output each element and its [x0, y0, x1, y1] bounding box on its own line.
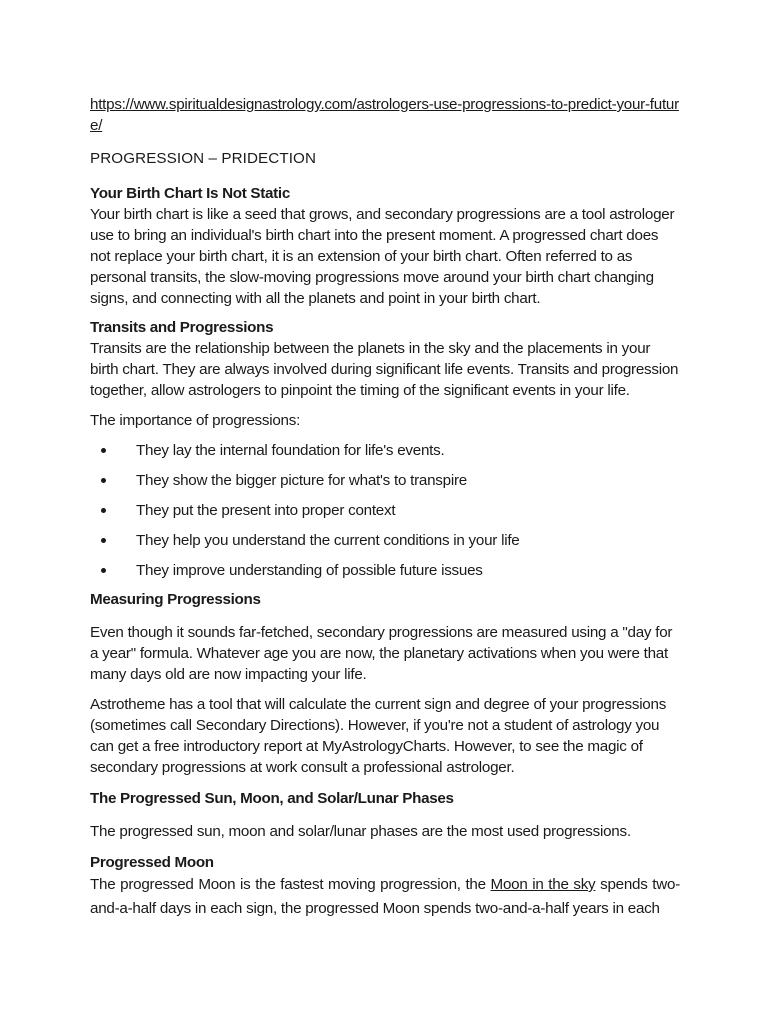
bullet-icon	[101, 448, 106, 453]
section-heading-measuring: Measuring Progressions	[90, 591, 261, 608]
list-item	[90, 530, 680, 560]
section-body-measuring-1: Even though it sounds far-fetched, secondary progressions are measured using a "day for a year" formula. Whatever age you are now, the planetary activations when you were that many days old are now impacting your life.	[90, 624, 673, 683]
progressed-moon-text-before: The progressed Moon is the fastest moving progression, the	[90, 876, 491, 893]
list-item	[90, 560, 680, 590]
list-intro: The importance of progressions:	[90, 412, 301, 429]
list-item-text: They show the bigger picture for what's to transpire	[136, 472, 467, 489]
list-item-text: They help you understand the current conditions in your life	[136, 532, 520, 549]
section-heading-progressed-sun-moon: The Progressed Sun, Moon, and Solar/Lunar Phases	[90, 790, 454, 807]
section-heading-birth-chart: Your Birth Chart Is Not Static	[90, 185, 290, 202]
importance-list	[90, 440, 680, 590]
section-body-progressed-sun-moon: The progressed sun, moon and solar/lunar phases are the most used progressions.	[90, 823, 631, 840]
section-body-transits: Transits are the relationship between the planets in the sky and the placements in your birth chart. They are always involved during significant life events. Transits and progression together, allow astrologers to pinpoint the timing of the significant events in your life.	[90, 340, 679, 399]
section-body-progressed-moon	[90, 873, 680, 921]
section-heading-transits: Transits and Progressions	[90, 319, 274, 336]
document-title: PROGRESSION – PRIDECTION	[90, 150, 317, 167]
section-body-birth-chart: Your birth chart is like a seed that grows, and secondary progressions are a tool astrologer use to bring an individual's birth chart into the present moment. A progressed chart does not replace your birth chart, it is an extension of your birth chart. Often referred to as personal transits, the slow-moving progressions move around your birth chart changing signs, and connecting with all the planets and point in your birth chart.	[90, 206, 675, 307]
list-item-text: They lay the internal foundation for life's events.	[136, 442, 445, 459]
list-item	[90, 440, 680, 470]
moon-in-sky-link[interactable]: Moon in the sky	[490, 876, 596, 893]
list-item-text: They put the present into proper context	[136, 502, 396, 519]
list-item	[90, 500, 680, 530]
bullet-icon	[101, 508, 106, 513]
list-item-text: They improve understanding of possible future issues	[136, 562, 483, 579]
source-url-link[interactable]: https://www.spiritualdesignastrology.com/astrologers-use-progressions-to-predict-your-future/	[90, 96, 679, 134]
list-item	[90, 470, 680, 500]
bullet-icon	[101, 478, 106, 483]
section-heading-progressed-moon: Progressed Moon	[90, 854, 214, 871]
document-content	[90, 94, 680, 921]
bullet-icon	[101, 568, 106, 573]
section-body-measuring-2: Astrotheme has a tool that will calculate the current sign and degree of your progressions (sometimes call Secondary Directions). However, if you're not a student of astrology you can get a free introductory report at MyAstrologyCharts. However, to see the magic of secondary progressions at work consult a professional astrologer.	[90, 696, 667, 776]
progressed-moon-text-after: spends two-and-a-half days in each sign, the progressed Moon spends two-and-a-half years in each	[90, 876, 680, 917]
bullet-icon	[101, 538, 106, 543]
